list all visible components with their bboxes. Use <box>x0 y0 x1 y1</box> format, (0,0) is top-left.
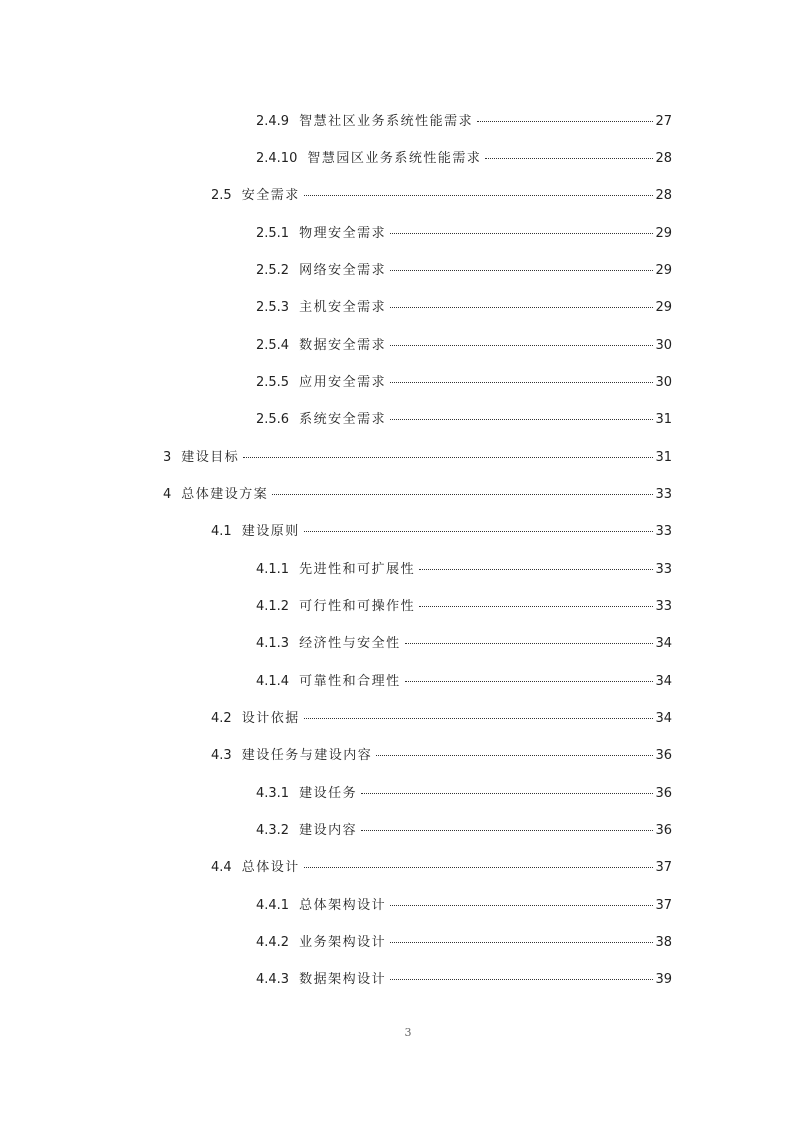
toc-entry-page: 29 <box>655 226 672 241</box>
toc-entry-title: 建设目标 <box>181 450 240 465</box>
toc-entry[interactable] <box>256 224 672 244</box>
toc-entry-page: 29 <box>655 263 672 278</box>
toc-entry-title: 系统安全需求 <box>299 412 387 427</box>
toc-entry-number: 4.1.3 <box>256 636 290 651</box>
toc-entry-title: 建设原则 <box>241 524 300 539</box>
dot-leader <box>304 718 654 719</box>
toc-entry[interactable] <box>256 373 672 393</box>
toc-entry-number: 4.4.1 <box>256 898 290 913</box>
toc-entry[interactable] <box>256 560 672 580</box>
toc-entry-page: 34 <box>655 674 672 689</box>
toc-entry-title: 建设任务 <box>299 786 358 801</box>
toc-entry-page: 31 <box>655 450 672 465</box>
toc-entry[interactable] <box>256 821 672 841</box>
toc-entry-title: 设计依据 <box>241 711 300 726</box>
toc-entry-number: 2.4.9 <box>256 114 290 129</box>
toc-entry-title: 数据架构设计 <box>299 972 387 987</box>
toc-entry-number: 4.1.2 <box>256 599 290 614</box>
toc-entry[interactable] <box>256 261 672 281</box>
toc-entry-page: 28 <box>655 188 672 203</box>
toc-entry-page: 30 <box>655 375 672 390</box>
toc-entry-title: 经济性与安全性 <box>299 636 401 651</box>
toc-entry-page: 27 <box>655 114 672 129</box>
toc-entry-number: 4.4 <box>211 860 232 875</box>
toc-entry[interactable] <box>211 709 672 729</box>
toc-entry-number: 2.5.1 <box>256 226 290 241</box>
toc-entry-page: 33 <box>655 524 672 539</box>
toc-entry[interactable] <box>256 149 672 169</box>
dot-leader <box>390 233 653 234</box>
toc-entry-page: 39 <box>655 972 672 987</box>
toc-entry-page: 34 <box>655 711 672 726</box>
toc-entry[interactable] <box>256 896 672 916</box>
dot-leader <box>419 569 653 570</box>
toc-entry-number: 4.2 <box>211 711 232 726</box>
toc-entry-page: 30 <box>655 338 672 353</box>
toc-entry[interactable] <box>256 410 672 430</box>
dot-leader <box>477 121 653 122</box>
dot-leader <box>405 681 654 682</box>
dot-leader <box>304 195 654 196</box>
toc-entry-page: 37 <box>655 860 672 875</box>
toc-entry[interactable] <box>256 672 672 692</box>
dot-leader <box>361 793 653 794</box>
dot-leader <box>390 979 653 980</box>
toc-entry-page: 36 <box>655 823 672 838</box>
dot-leader <box>304 531 654 532</box>
toc-entry[interactable] <box>256 634 672 654</box>
dot-leader <box>390 382 653 383</box>
toc-entry-title: 网络安全需求 <box>299 263 387 278</box>
dot-leader <box>390 942 653 943</box>
toc-entry-number: 2.5.6 <box>256 412 290 427</box>
dot-leader <box>390 307 653 308</box>
toc-entry-number: 4.3.2 <box>256 823 290 838</box>
toc-entry-title: 先进性和可扩展性 <box>299 562 416 577</box>
toc-entry-title: 应用安全需求 <box>299 375 387 390</box>
toc-entry-number: 3 <box>163 450 172 465</box>
toc-entry-title: 安全需求 <box>241 188 300 203</box>
dot-leader <box>390 905 653 906</box>
toc-entry-page: 29 <box>655 300 672 315</box>
toc-entry-title: 总体架构设计 <box>299 898 387 913</box>
toc-entry-title: 总体设计 <box>241 860 300 875</box>
toc-entry-page: 38 <box>655 935 672 950</box>
toc-entry[interactable] <box>256 784 672 804</box>
toc-entry[interactable] <box>211 858 672 878</box>
toc-entry-number: 2.5.5 <box>256 375 290 390</box>
toc-entry-title: 总体建设方案 <box>181 487 269 502</box>
toc-entry-number: 4.3.1 <box>256 786 290 801</box>
toc-entry-page: 36 <box>655 748 672 763</box>
dot-leader <box>390 345 653 346</box>
toc-entry-title: 建设任务与建设内容 <box>241 748 373 763</box>
toc-entry[interactable] <box>256 597 672 617</box>
dot-leader <box>376 755 653 756</box>
toc-entry-title: 可行性和可操作性 <box>299 599 416 614</box>
toc-entry-number: 4 <box>163 487 172 502</box>
toc-entry[interactable] <box>256 933 672 953</box>
toc-entry-number: 4.1.4 <box>256 674 290 689</box>
toc-entry-number: 2.5.4 <box>256 338 290 353</box>
dot-leader <box>304 867 654 868</box>
toc-entry-number: 2.5 <box>211 188 232 203</box>
toc-entry-page: 33 <box>655 599 672 614</box>
dot-leader <box>485 158 653 159</box>
toc-entry-page: 33 <box>655 562 672 577</box>
toc-entry[interactable] <box>211 746 672 766</box>
toc-entry-title: 智慧园区业务系统性能需求 <box>307 151 482 166</box>
toc-entry-page: 37 <box>655 898 672 913</box>
toc-entry-number: 4.4.3 <box>256 972 290 987</box>
toc-entry-page: 31 <box>655 412 672 427</box>
toc-entry-number: 2.4.10 <box>256 151 298 166</box>
toc-entry[interactable] <box>163 448 672 468</box>
toc-entry-title: 业务架构设计 <box>299 935 387 950</box>
toc-entry-title: 可靠性和合理性 <box>299 674 401 689</box>
toc-entry-page: 36 <box>655 786 672 801</box>
toc-entry-title: 主机安全需求 <box>299 300 387 315</box>
toc-entry-number: 2.5.2 <box>256 263 290 278</box>
dot-leader <box>405 643 654 644</box>
toc-entry-number: 4.1.1 <box>256 562 290 577</box>
dot-leader <box>390 270 653 271</box>
toc-entry-title: 智慧社区业务系统性能需求 <box>299 114 474 129</box>
toc-entry-title: 数据安全需求 <box>299 338 387 353</box>
toc-entry-number: 4.4.2 <box>256 935 290 950</box>
page-number: 3 <box>404 1026 412 1039</box>
toc-entry-number: 2.5.3 <box>256 300 290 315</box>
dot-leader <box>361 830 653 831</box>
toc-entry-page: 28 <box>655 151 672 166</box>
toc-entry[interactable] <box>256 298 672 318</box>
toc-entry[interactable] <box>211 522 672 542</box>
toc-entry-number: 4.1 <box>211 524 232 539</box>
toc-entry-number: 4.3 <box>211 748 232 763</box>
toc-entry[interactable] <box>256 970 672 990</box>
toc-entry[interactable] <box>211 186 672 206</box>
toc-entry-page: 33 <box>655 487 672 502</box>
toc-entry-title: 建设内容 <box>299 823 358 838</box>
dot-leader <box>419 606 653 607</box>
dot-leader <box>390 419 653 420</box>
toc-entry[interactable] <box>256 336 672 356</box>
toc-entry-page: 34 <box>655 636 672 651</box>
dot-leader <box>272 494 653 495</box>
dot-leader <box>243 457 653 458</box>
toc-entry-title: 物理安全需求 <box>299 226 387 241</box>
toc-entry[interactable] <box>256 112 672 132</box>
toc-entry[interactable] <box>163 485 672 505</box>
